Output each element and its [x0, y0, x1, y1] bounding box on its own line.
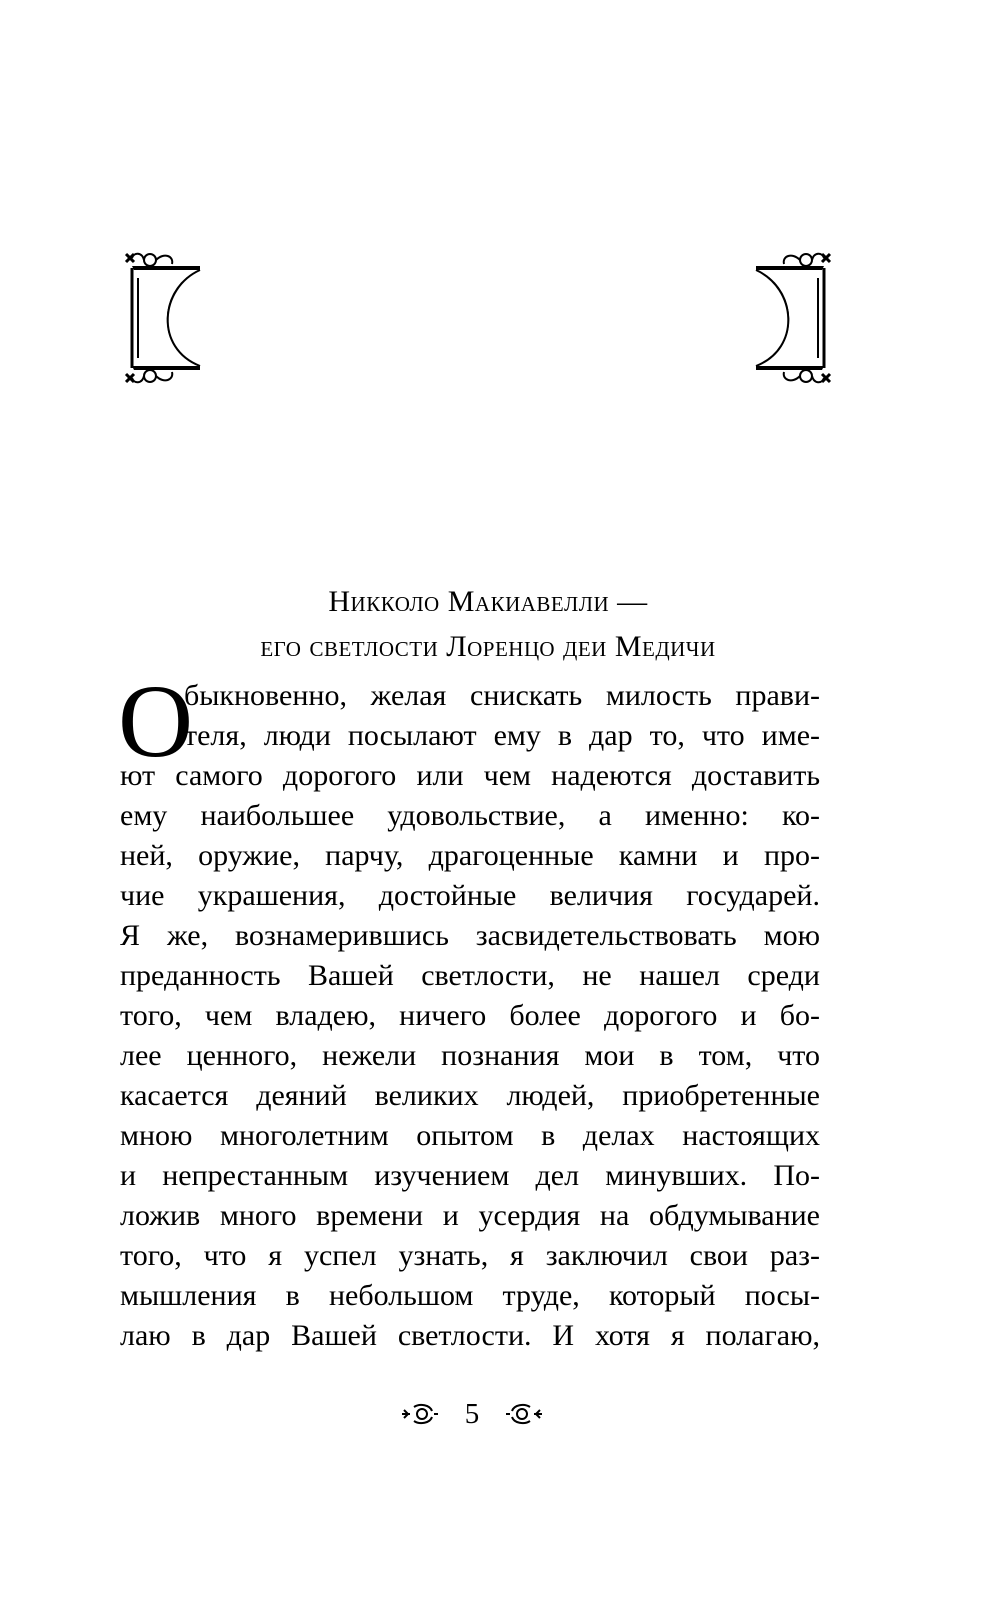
page-number: 5	[464, 1398, 480, 1430]
body-line: того, чем владею, ничего более дорогого и бо-	[120, 999, 820, 1032]
body-line: теля, люди посылают ему в дар то, что име-	[184, 719, 820, 752]
chapter-title-line-1: Никколо Макиавелли —	[328, 585, 648, 618]
body-line: касается деяний великих людей, приобретенные	[120, 1079, 820, 1112]
flourish-left-icon	[400, 1401, 440, 1427]
corner-ornament-left-icon	[120, 248, 216, 388]
body-line: лаю в дар Вашей светлости. И хотя я полагаю,	[120, 1319, 820, 1352]
body-line: чие украшения, достойные величия государей.	[120, 879, 820, 912]
body-line: быкновенно, желая снискать милость прави-	[184, 679, 820, 712]
chapter-title-line-2: его светлости Лоренцо деи Медичи	[260, 630, 716, 663]
body-line: мышления в небольшом труде, который посы-	[120, 1279, 820, 1312]
drop-cap: О	[118, 664, 194, 779]
page-footer	[400, 1394, 544, 1434]
body-line: ней, оружие, парчу, драгоценные камни и про-	[120, 839, 820, 872]
flourish-right-icon	[504, 1401, 544, 1427]
body-line: лее ценного, нежели познания мои в том, что	[120, 1039, 820, 1072]
body-line: ют самого дорогого или чем надеются доставить	[120, 759, 820, 792]
body-line: того, что я успел узнать, я заключил свои раз-	[120, 1239, 820, 1272]
corner-ornament-right-icon	[740, 248, 836, 388]
body-line: ложив много времени и усердия на обдумывание	[120, 1199, 820, 1232]
body-line: Я же, вознамерившись засвидетельствовать мою	[120, 919, 820, 952]
body-line: мною многолетним опытом в делах настоящих	[120, 1119, 820, 1152]
body-line: ему наибольшее удовольствие, а именно: ко-	[120, 799, 820, 832]
body-line: и непрестанным изучением дел минувших. По-	[120, 1159, 820, 1192]
body-line: преданность Вашей светлости, не нашел среди	[120, 959, 820, 992]
